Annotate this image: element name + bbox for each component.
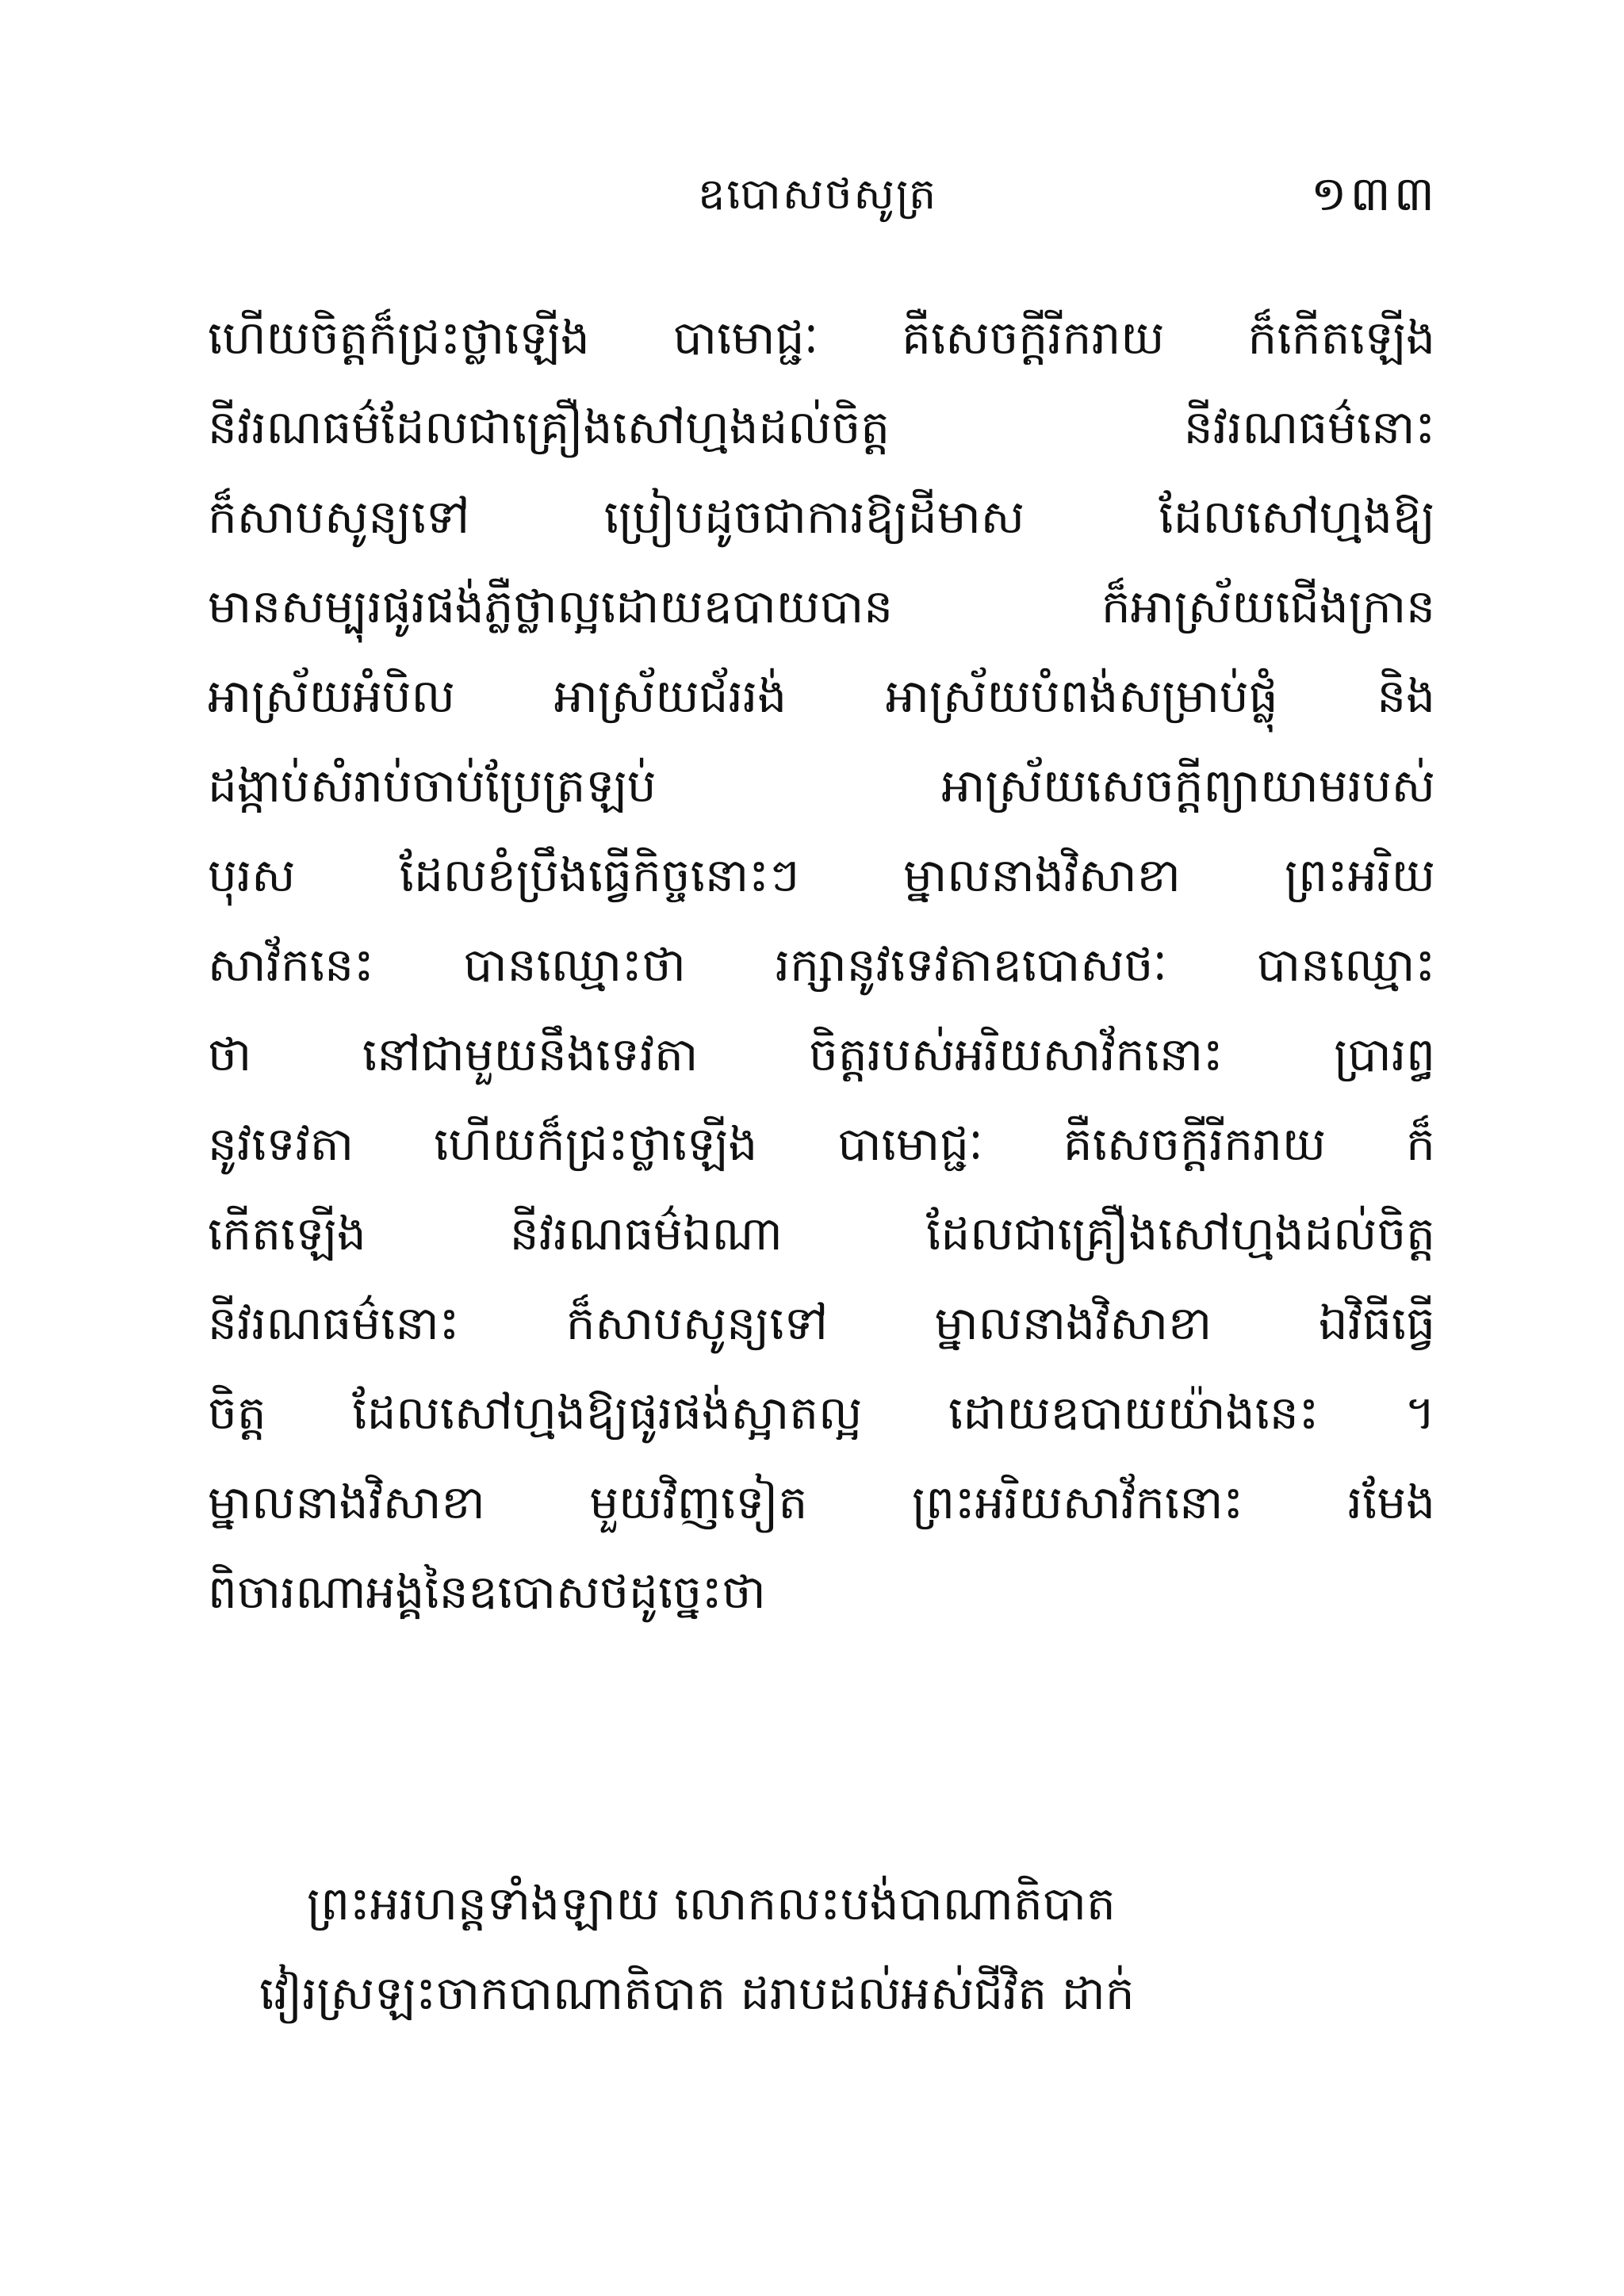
text-line: បុរស ដែលខំប្រឹងធ្វើកិច្ចនោះៗ ម្នាលនាងវិសាខា ព្រះអរិយ bbox=[208, 848, 1435, 902]
text-line: ពិចារណាអង្គនៃឧបោសថដូច្នេះថា bbox=[208, 1565, 766, 1619]
running-header bbox=[0, 159, 1624, 230]
text-line: ហើយចិត្តក៏ជ្រះថ្លាឡើង បាមោជ្ជៈ គឺសេចក្តីរីករាយ ក៏កើតឡើង bbox=[208, 311, 1435, 365]
text-line: សាវ័កនេះ បានឈ្មោះថា រក្សានូវទេវតាឧបោសថៈ បានឈ្មោះ bbox=[208, 938, 1435, 992]
text-line: ក៏សាបសូន្យទៅ ប្រៀបដូចជាការឱ្យដីមាស ដែលសៅហ្មងឱ្យ bbox=[208, 490, 1435, 544]
text-line: ដង្កាប់សំរាប់ចាប់ប្រែត្រឡប់ អាស្រ័យសេចក្តីព្យាយាមរបស់ bbox=[208, 759, 1435, 813]
verse-line: វៀរស្រឡះចាកបាណាតិបាត ដរាបដល់អស់ជីវិត ដាក់ bbox=[259, 1966, 1135, 2020]
text-line: នីវរណធម៌ដែលជាគ្រឿងសៅហ្មងដល់ចិត្ត នីវរណធម៌នោះ bbox=[208, 400, 1435, 454]
text-line: នូវទេវតា ហើយក៏ជ្រះថ្លាឡើង បាមោជ្ជៈ គឺសេចក្តីរីករាយ ក៏ bbox=[208, 1117, 1435, 1171]
running-title: ឧបោសថសូត្រ bbox=[698, 169, 938, 219]
text-line: មានសម្បុរផូរផង់ភ្លឺថ្លាល្អដោយឧបាយបាន ក៏អាស្រ័យជើងក្រាន bbox=[208, 580, 1435, 633]
text-line: កើតឡើង នីវរណធម៌ឯណា ដែលជាគ្រឿងសៅហ្មងដល់ចិត្ត bbox=[208, 1207, 1435, 1261]
text-line: ម្នាលនាងវិសាខា មួយវិញទៀត ព្រះអរិយសាវ័កនោះ រមែង bbox=[208, 1475, 1435, 1529]
text-line: អាស្រ័យអំបិល អាស្រ័យជ័ររង់ អាស្រ័យបំពង់សម្រាប់ផ្លុំ និង bbox=[208, 669, 1435, 723]
body-paragraph bbox=[208, 293, 1435, 1637]
text-line: ចិត្ត ដែលសៅហ្មងឱ្យផូរផង់ស្អាតល្អ ដោយឧបាយយ៉ាងនេះ ។ bbox=[208, 1386, 1435, 1440]
page-number: ១៣៣ bbox=[1311, 166, 1438, 222]
text-line: ថា នៅជាមួយនឹងទេវតា ចិត្តរបស់អរិយសាវ័កនោះ ប្រារព្ធ bbox=[208, 1027, 1435, 1081]
text-line: នីវរណធម៌នោះ ក៏សាបសូន្យទៅ ម្នាលនាងវិសាខា ឯវិធីធ្វើ bbox=[208, 1296, 1435, 1350]
verse-block bbox=[208, 1859, 1435, 2038]
verse-line: ព្រះអរហន្តទាំងឡាយ លោកលះបង់បាណាតិបាត bbox=[307, 1877, 1116, 1931]
